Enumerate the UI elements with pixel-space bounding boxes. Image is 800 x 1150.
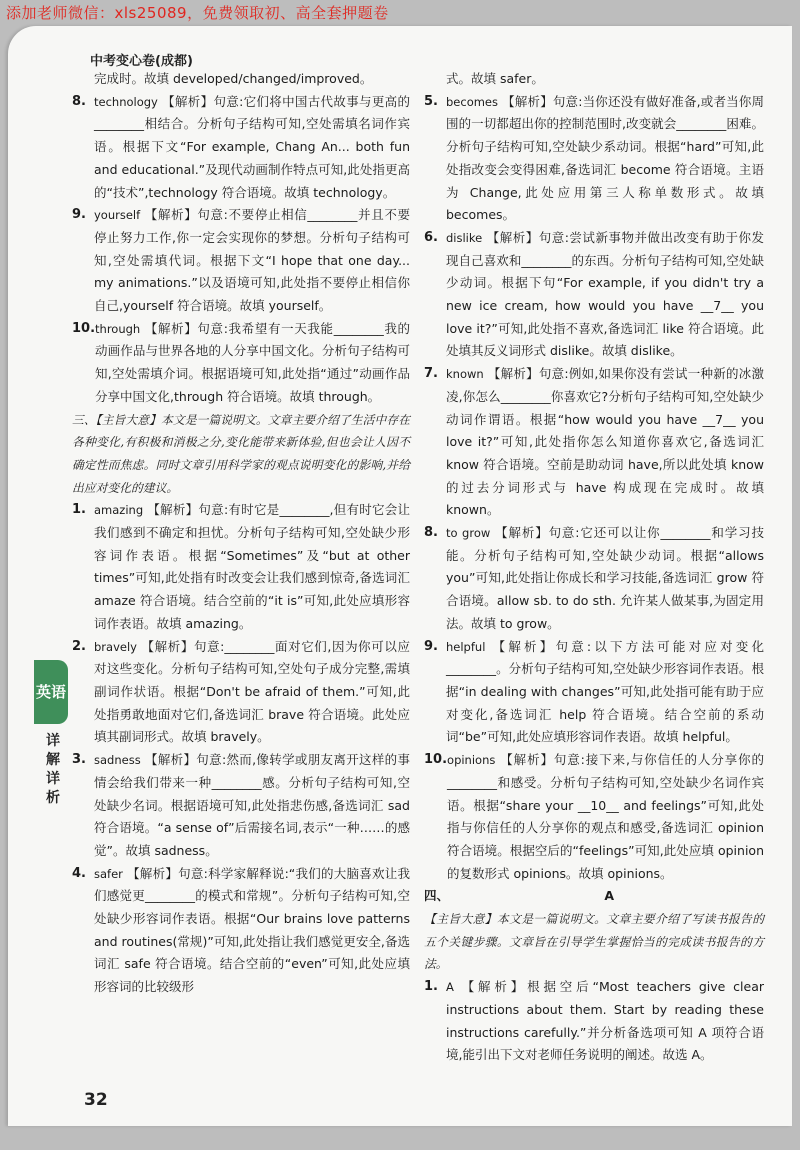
answer-item: [424, 363, 764, 522]
item-number: 2.: [72, 638, 86, 654]
item-explanation: 【解析】句意:不要停止相信________并且不要停止努力工作,你一定会实现你的梦想。分析句子结构可知,空处需填代词。根据下文“I hope that one day... my animations.”以及语境可知,此处指不要停止相信你自己,yourself 符合语境。故填 yourself。: [94, 207, 410, 314]
item-number: 4.: [72, 865, 86, 881]
section-label: 四、: [424, 888, 450, 904]
subject-tab: [34, 660, 68, 724]
answer-item: [72, 863, 410, 999]
item-answer: through: [95, 321, 141, 336]
answer-item: [424, 976, 764, 1067]
section-part: A: [604, 888, 614, 904]
answer-item: [424, 749, 764, 885]
side-label: 详解详析: [46, 733, 60, 806]
watermark-text: 添加老师微信：xls25089，免费领取初、高全套押题卷: [6, 4, 389, 22]
item-explanation: 【解析】句意:我希望有一天我能________我的动画作品与世界各地的人分享中国文化。分析句子结构可知,空处需填介词。根据语境可知,此处指“通过”动画作品分享中国文化,through 符合语境。故填 through。: [95, 320, 410, 404]
item-explanation: 【解析】句意:例如,如果你没有尝试一种新的冰激凌,你怎么________你喜欢它?分析句子结构可知,空处缺少动词作谓语。根据“how would you have __7__ you love it?”可知,此处指你怎么知道你喜欢它,备选词汇 know 符合语境。空前是助动词 have,所以此处填 know 的过去分词形式与 have 构成现在完成时。故填 known。: [446, 366, 764, 518]
item-explanation: 【解析】句意:有时它是________,但有时它会让我们感到不确定和担忧。分析句子结构可知,空处缺少形容词作表语。根据“Sometimes”及“but at other times”可知,此处指有时改变会让我们感到惊奇,备选词汇 amaze 符合语境。结合空前的“it is”可知,此处应填形容词作表语。故填 amazing。: [94, 502, 411, 631]
subject-label: 英语: [35, 683, 66, 701]
item-explanation: 【解析】句意:________面对它们,因为你可以应对这些变化。分析句子结构可知,空处句子成分完整,需填副词作状语。根据“Don't be afraid of them.”可知,此处指勇敢地面对它们,备选词汇 brave 符合语境。此处应填其副词形式。故填 bravely。: [94, 638, 410, 745]
section-heading: [424, 885, 764, 908]
item-number: 9.: [424, 638, 438, 654]
item-number: 1.: [72, 502, 86, 518]
section-summary: 【主旨大意】本文是一篇说明文。文章主要介绍了写读书报告的五个关键步骤。文章旨在引导学生掌握恰当的完成读书报告的方法。: [424, 912, 764, 972]
answer-item: [72, 204, 410, 318]
item-number: 8.: [424, 525, 438, 541]
answer-item: [72, 499, 410, 635]
item-answer: opinions: [447, 753, 496, 768]
answer-item: [424, 522, 764, 636]
item-answer: safer: [94, 866, 123, 881]
item-answer: yourself: [94, 208, 141, 223]
right-column: [424, 68, 764, 1067]
item-number: 7.: [424, 366, 438, 382]
item-explanation: 【解析】句意:然而,像转学或朋友离开这样的事情会给我们带来一种________感。分析句子结构可知,空处缺少名词。根据语境可知,此处指悲伤感,备选词汇 sad 符合语境。“a sense of”后需接名词,表示“一种……的感觉”。故填 sadness。: [94, 752, 411, 858]
answer-item: [72, 636, 410, 750]
item-explanation: 【解析】根据空后“Most teachers give clear instructions about them. Start by reading these instructions carefully.”并分析备选项可知 A 项符合语境,能引出下文对老师任务说明的阐述。故选 A。: [446, 979, 764, 1063]
item-answer: known: [446, 367, 484, 382]
item-number: 9.: [72, 207, 86, 223]
item-number: 3.: [72, 752, 86, 768]
item-answer: bravely: [94, 639, 137, 654]
section-summary: 三、【主旨大意】本文是一篇说明文。文章主要介绍了生活中存在各种变化,有积极和消极之分,变化能带来新体验,但也会让人因不确定性而焦虑。同时文章引用科学家的观点说明变化的影响,并给出应对变化的建议。: [72, 412, 410, 495]
item-explanation: 【解析】句意:它们将中国古代故事与更高的________相结合。分析句子结构可知,空处需填名词作宾语。根据下文“For example, Chang An... both fun and educational.”及现代动画制作特点可知,此处指更高的“技术”,technology 符合语境。故填 technology。: [94, 93, 410, 200]
lead-line: 完成时。故填 developed/changed/improved。: [94, 71, 373, 86]
item-explanation: 【解析】句意:当你还没有做好准备,或者当你周围的一切都超出你的控制范围时,改变就会________困难。分析句子结构可知,空处缺少系动词。根据“hard”可知,此处指改变会变得困难,备选词汇 become 符合语境。主语为 Change,此处应用第三人称单数形式。故填 becomes。: [446, 93, 764, 223]
item-explanation: 【解析】句意:尝试新事物并做出改变有助于你发现自己喜欢和________的东西。分析句子结构可知,空处缺少动词。根据下句“For example, if you didn't try a new ice cream, how would you have __7__ you love it?”可知,此处指不喜欢,备选词汇 like 符合语境。此处填其反义词形式 dislike。故填 dislike。: [446, 229, 764, 359]
running-head: 中考变心卷(成都): [90, 54, 193, 69]
answer-item: [424, 91, 764, 227]
left-column: [72, 68, 410, 999]
item-number: 8.: [72, 93, 86, 109]
item-answer: technology: [94, 94, 158, 109]
item-answer: to grow: [446, 526, 491, 541]
answer-item: [424, 636, 764, 750]
item-explanation: 【解析】句意:它还可以让你________和学习技能。分析句子结构可知,空处缺少动词。根据“allows you”可知,此处指让你成长和学习技能,备选词汇 grow 符合语境。allow sb. to do sth. 允许某人做某事,为固定用法。故填 to grow。: [446, 525, 764, 631]
item-answer: sadness: [94, 753, 141, 768]
item-number: 10.: [72, 320, 96, 336]
answer-item: [72, 318, 410, 409]
item-number: 1.: [424, 979, 438, 995]
answer-item: [72, 91, 410, 205]
item-explanation: 【解析】句意:接下来,与你信任的人分享你的________和感受。分析句子结构可知,空处缺少名词作宾语。根据“share your __10__ and feelings”可知,此处指与你信任的人分享你的观点和感受,备选词汇 opinion 符合语境。根据空后的“feelings”可知,此处应填 opinion 的复数形式 opinions。故填 opinions。: [447, 752, 765, 881]
item-explanation: 【解析】句意:科学家解释说:“我们的大脑喜欢让我们感觉更________的模式和常规”。分析句子结构可知,空处缺少形容词作表语。根据“Our brains love patterns and routines(常规)”可知,此处指让我们感觉更安全,备选词汇 safe 符合语境。结合空前的“even”可知,此处应填形容词的比较级形: [94, 865, 410, 995]
item-answer: dislike: [446, 230, 483, 245]
answer-item: [424, 227, 764, 363]
answer-item: [72, 749, 410, 863]
item-number: 10.: [424, 752, 448, 768]
item-answer: A: [446, 980, 454, 995]
item-explanation: 【解析】句意:以下方法可能对应对变化________。分析句子结构可知,空处缺少形容词作表语。根据“in dealing with changes”可知,此处指可能有助于应对变化,备选词汇 help 符合语境。结合空前的系动词“be”可知,此处应填形容词作表语。故填 helpful。: [446, 638, 764, 745]
item-answer: helpful: [446, 639, 486, 654]
page-number: 32: [84, 1090, 108, 1110]
item-number: 5.: [424, 93, 438, 109]
item-number: 6.: [424, 229, 438, 245]
item-answer: becomes: [446, 94, 499, 109]
lead-line: 式。故填 safer。: [446, 71, 544, 86]
item-answer: amazing: [94, 503, 144, 518]
